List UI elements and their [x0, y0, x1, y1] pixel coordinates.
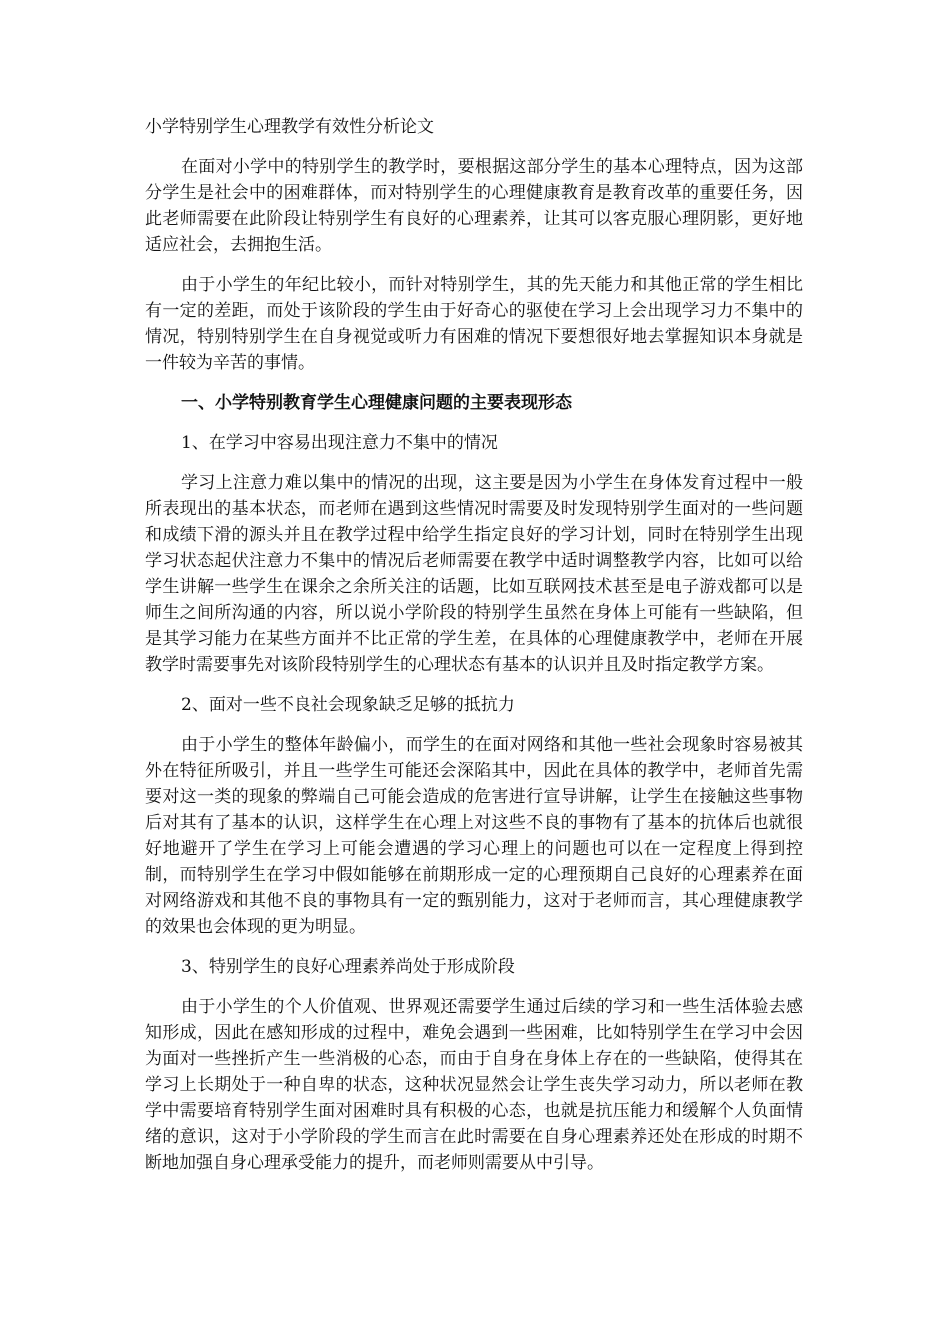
subsection-paragraph-3: 由于小学生的个人价值观、世界观还需要学生通过后续的学习和一些生活体验去感知形成，因此在感知形成的过程中，难免会遇到一些困难，比如特别学生在学习中会因为面对一些挫折产生一些消极的心态，而由于自身在身体上存在的一些缺陷，使得其在学习上长期处于一种自卑的状态，这种状况显然会让学生丧失学习动力，所以老师在教学中需要培育特别学生面对困难时具有积极的心态，也就是抗压能力和缓解个人负面情绪的意识，这对于小学阶段的学生而言在此时需要在自身心理素养还处在形成的时期不断地加强自身心理承受能力的提升，而老师则需要从中引导。 — [145, 997, 803, 1173]
subsection-heading-2: 2、面对一些不良社会现象缺乏足够的抵抗力 — [181, 695, 515, 715]
subsection-heading-1: 1、在学习中容易出现注意力不集中的情况 — [181, 433, 498, 453]
section-heading: 一、小学特别教育学生心理健康问题的主要表现形态 — [181, 393, 572, 413]
subsection-heading-3: 3、特别学生的良好心理素养尚处于形成阶段 — [181, 957, 515, 977]
document-title: 小学特别学生心理教学有效性分析论文 — [145, 117, 434, 137]
intro-paragraph-2: 由于小学生的年纪比较小，而针对特别学生，其的先天能力和其他正常的学生相比有一定的差距，而处于该阶段的学生由于好奇心的驱使在学习上会出现学习力不集中的情况，特别特别学生在自身视觉或听力有困难的情况下要想很好地去掌握知识本身就是一件较为辛苦的事情。 — [145, 275, 803, 373]
subsection-paragraph-1: 学习上注意力难以集中的情况的出现，这主要是因为小学生在身体发育过程中一般所表现出的基本状态，而老师在遇到这些情况时需要及时发现特别学生面对的一些问题和成绩下滑的源头并且在教学过程中给学生指定良好的学习计划，同时在特别学生出现学习状态起伏注意力不集中的情况后老师需要在教学中适时调整教学内容，比如可以给学生讲解一些学生在课余之余所关注的话题，比如互联网技术甚至是电子游戏都可以是师生之间所沟通的内容，所以说小学阶段的特别学生虽然在身体上可能有一些缺陷，但是其学习能力在某些方面并不比正常的学生差，在具体的心理健康教学中，老师在开展教学时需要事先对该阶段特别学生的心理状态有基本的认识并且及时指定教学方案。 — [145, 473, 803, 675]
document-page — [145, 114, 803, 1190]
intro-paragraph-1: 在面对小学中的特别学生的教学时，要根据这部分学生的基本心理特点，因为这部分学生是社会中的困难群体，而对特别学生的心理健康教育是教育改革的重要任务，因此老师需要在此阶段让特别学生有良好的心理素养，让其可以客克服心理阴影，更好地适应社会，去拥抱生活。 — [145, 157, 803, 255]
subsection-paragraph-2: 由于小学生的整体年龄偏小，而学生的在面对网络和其他一些社会现象时容易被其外在特征所吸引，并且一些学生可能还会深陷其中，因此在具体的教学中，老师首先需要对这一类的现象的弊端自己可能会造成的危害进行宣导讲解，让学生在接触这些事物后对其有了基本的认识，这样学生在心理上对这些不良的事物有了基本的抗体后也就很好地避开了学生在学习上可能会遭遇的学习心理上的问题也可以在一定程度上得到控制，而特别学生在学习中假如能够在前期形成一定的心理预期自己良好的心理素养在面对网络游戏和其他不良的事物具有一定的甄别能力，这对于老师而言，其心理健康教学的效果也会体现的更为明显。 — [145, 735, 803, 937]
